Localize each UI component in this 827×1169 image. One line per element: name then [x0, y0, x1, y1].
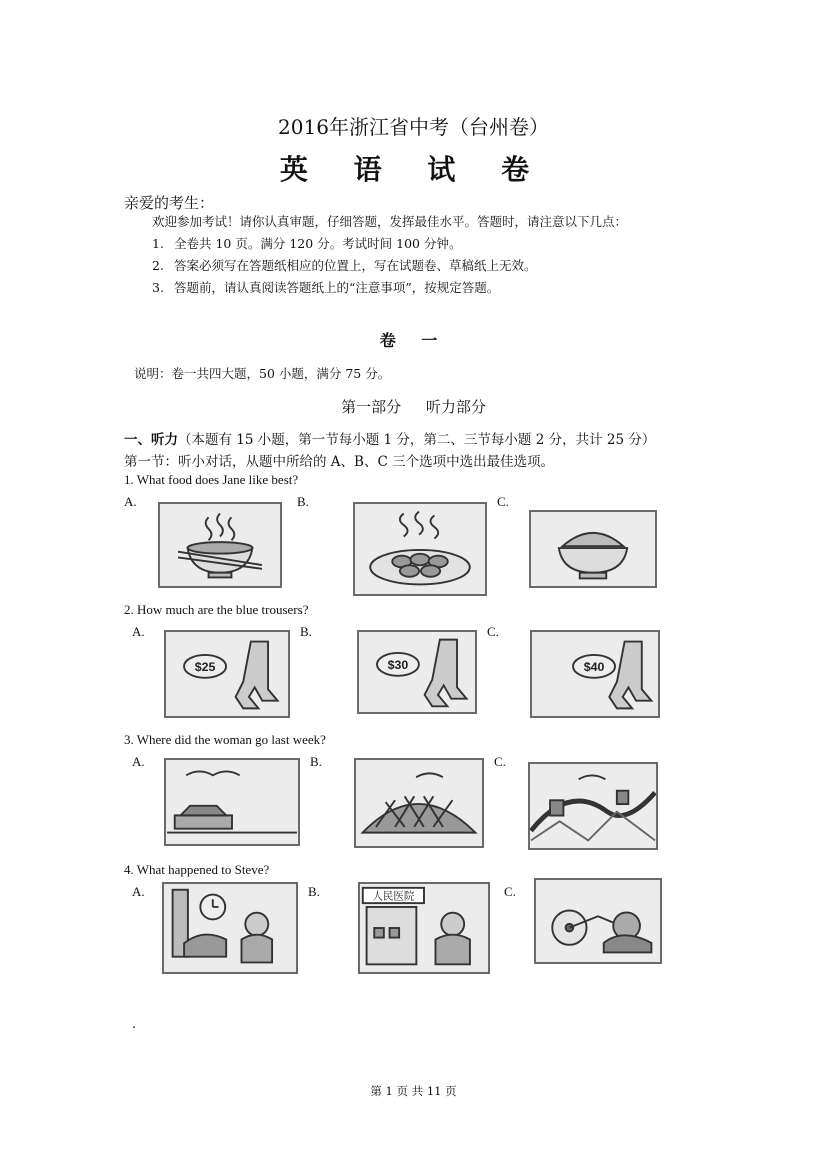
trousers-25-icon[interactable]: [164, 630, 290, 718]
trousers-40-icon[interactable]: [530, 630, 660, 718]
rule-number: 1.: [152, 236, 164, 251]
option-label-c[interactable]: C.: [497, 494, 509, 509]
hospital-sign-text: 人民医院: [372, 890, 415, 903]
rule-number: 3.: [152, 280, 164, 295]
option-label-b[interactable]: B.: [308, 884, 320, 899]
option-label-b[interactable]: B.: [310, 754, 322, 769]
option-label-b[interactable]: B.: [297, 494, 309, 509]
subject-title: 英 语 试 卷: [279, 153, 548, 186]
bike-accident-icon[interactable]: [534, 878, 662, 964]
option-label-a[interactable]: A.: [124, 494, 137, 509]
tiananmen-icon[interactable]: [164, 758, 300, 846]
section-heading: [124, 428, 655, 448]
rule-item: [152, 256, 537, 274]
section-label: 一、听力: [124, 432, 178, 448]
option-label-c[interactable]: C.: [494, 754, 506, 769]
trousers-30-icon[interactable]: [357, 630, 477, 714]
sick-in-bed-icon[interactable]: [162, 882, 298, 974]
birds-nest-stadium-icon[interactable]: [354, 758, 484, 848]
noodles-bowl-icon[interactable]: [158, 502, 282, 588]
question-3: 3. Where did the woman go last week?: [124, 732, 326, 747]
rule-number: 2.: [152, 258, 164, 273]
greeting: 亲爱的考生：: [124, 194, 215, 212]
volume-note: 说明：卷一共四大题，50 小题，满分 75 分。: [134, 366, 391, 381]
option-label-a[interactable]: A.: [132, 884, 145, 899]
trailing-mark: .: [132, 1017, 137, 1032]
rule-item: [152, 234, 461, 252]
option-label-c[interactable]: C.: [487, 624, 499, 639]
question-2: 2. How much are the blue trousers?: [124, 602, 309, 617]
part-title: 第一部分 听力部分: [341, 398, 486, 416]
price-tag: $40: [583, 660, 605, 675]
price-tag: $25: [194, 660, 216, 675]
exam-title: 2016年浙江省中考（台州卷）: [278, 115, 549, 139]
hospital-icon[interactable]: [358, 882, 490, 974]
option-label-a[interactable]: A.: [132, 754, 145, 769]
dumplings-plate-icon[interactable]: [353, 502, 487, 596]
section-detail: （本题有 15 小题，第一节每小题 1 分，第二、三节每小题 2 分，共计 25 分）: [178, 432, 656, 448]
price-tag: $30: [387, 658, 409, 673]
option-label-c[interactable]: C.: [504, 884, 516, 899]
page-footer: 第 1 页 共 11 页: [370, 1084, 457, 1098]
rule-text: 答题前，请认真阅读答题纸上的“注意事项”，按规定答题。: [174, 280, 500, 295]
rule-text: 全卷共 10 页。满分 120 分。考试时间 100 分钟。: [174, 236, 462, 251]
intro-text: 欢迎参加考试！请你认真审题，仔细答题，发挥最佳水平。答题时，请注意以下几点：: [152, 214, 628, 229]
question-1: 1. What food does Jane like best?: [124, 472, 299, 487]
volume-title: 卷 一: [379, 331, 448, 350]
option-label-b[interactable]: B.: [300, 624, 312, 639]
option-label-a[interactable]: A.: [132, 624, 145, 639]
question-4: 4. What happened to Steve?: [124, 862, 270, 877]
rice-bowl-icon[interactable]: [529, 510, 657, 588]
rule-item: [152, 278, 499, 296]
great-wall-icon[interactable]: [528, 762, 658, 850]
subsection-instruction: 第一节：听小对话，从题中所给的 A、B、C 三个选项中选出最佳选项。: [124, 454, 555, 470]
rule-text: 答案必须写在答题纸相应的位置上，写在试题卷、草稿纸上无效。: [174, 258, 537, 273]
